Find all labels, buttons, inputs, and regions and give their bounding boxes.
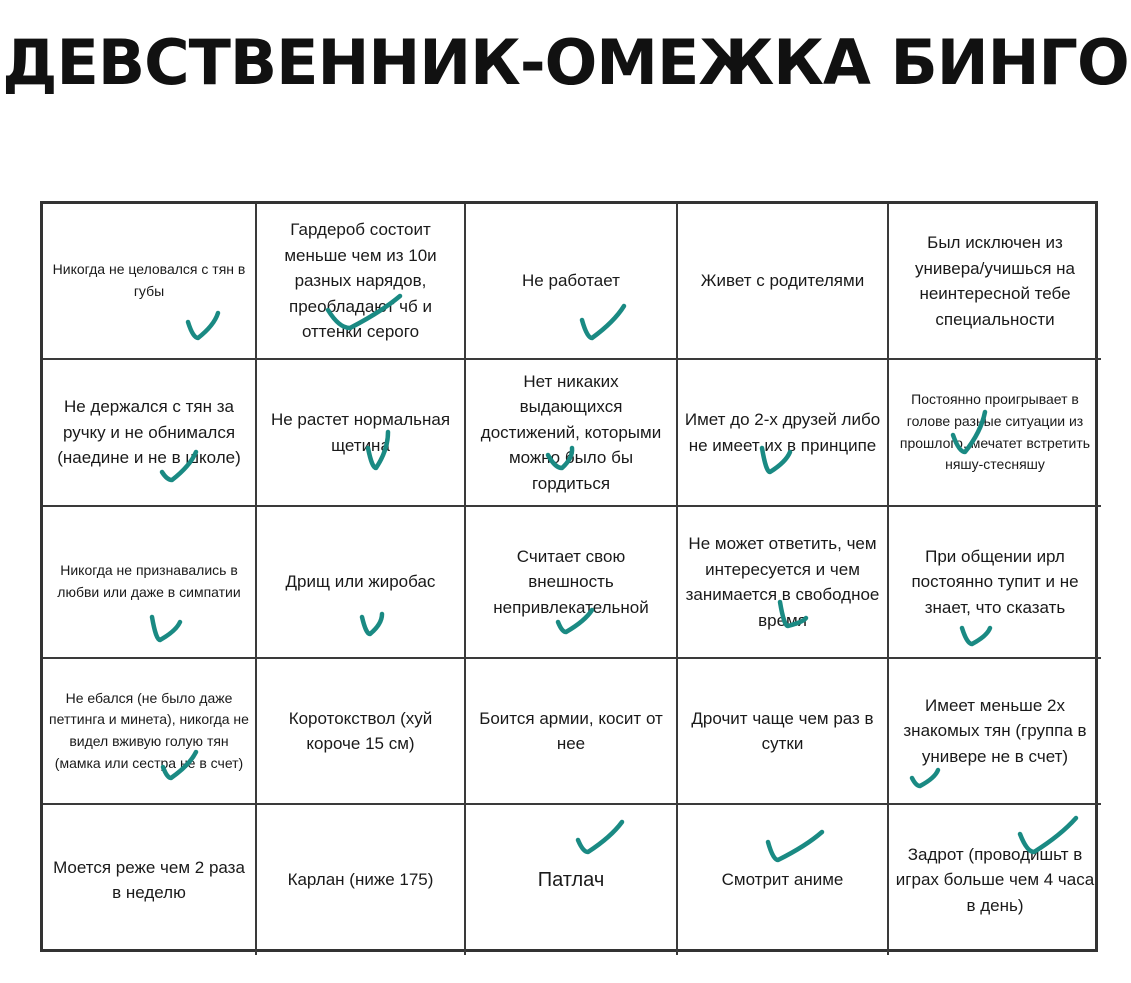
cell-text: Не держался с тян за ручку и не обнимался (наедине и не в школе) bbox=[57, 397, 241, 468]
bingo-cell bbox=[43, 659, 257, 805]
cell-text: Гардероб состоит меньше чем из 10и разных нарядов, преобладают чб и оттенки серого bbox=[284, 220, 437, 342]
bingo-cell bbox=[43, 204, 257, 360]
bingo-cell bbox=[678, 805, 889, 955]
cell-text: Нет никаких выдающихся достижений, которыми можно было бы гордиться bbox=[480, 371, 662, 493]
cell-text: Никогда не признавались в любви или даже в симпатии bbox=[57, 562, 241, 600]
bingo-cell bbox=[889, 659, 1101, 805]
cell-text: Живет с родителями bbox=[700, 271, 865, 291]
cell-text: Коротокствол (хуй короче 15 см) bbox=[288, 708, 433, 753]
cell-text: Боится армии, косит от нее bbox=[479, 708, 663, 753]
bingo-cell bbox=[889, 507, 1101, 659]
page-title: ДЕВСТВЕННИК-ОМЕЖКА БИНГО bbox=[2, 26, 1129, 99]
cell-text: Не растет нормальная щетина bbox=[270, 410, 451, 455]
bingo-cell bbox=[678, 507, 889, 659]
bingo-cell bbox=[43, 360, 257, 507]
bingo-cell bbox=[43, 805, 257, 955]
bingo-cell bbox=[257, 805, 466, 955]
bingo-cell bbox=[257, 507, 466, 659]
cell-text: Постоянно проигрывает в голове разные ситуации из прошлого, мечатет встретить няшу-стесняшу bbox=[899, 391, 1091, 473]
bingo-grid bbox=[40, 201, 1098, 952]
bingo-cell bbox=[43, 507, 257, 659]
cell-text: Не может ответить, чем интересуется и чем занимается в свободное время bbox=[685, 534, 880, 630]
bingo-cell bbox=[678, 659, 889, 805]
cell-text: Дрищ или жиробас bbox=[285, 572, 436, 592]
bingo-cell bbox=[466, 204, 678, 360]
cell-text: Моется реже чем 2 раза в неделю bbox=[53, 857, 245, 902]
bingo-cell bbox=[257, 360, 466, 507]
bingo-cell bbox=[889, 805, 1101, 955]
cell-text: Смотрит аниме bbox=[721, 870, 844, 890]
cell-text: Никогда не целовался с тян в губы bbox=[52, 261, 246, 299]
cell-text: Был исключен из универа/учишься на неинтересной тебе специальности bbox=[915, 233, 1075, 329]
bingo-cell bbox=[466, 360, 678, 507]
cell-text: Дрочит чаще чем раз в сутки bbox=[691, 708, 874, 753]
bingo-cell bbox=[257, 204, 466, 360]
cell-text: Считает свою внешность непривлекательной bbox=[493, 546, 649, 617]
bingo-cell bbox=[678, 360, 889, 507]
cell-text: При общении ирл постоянно тупит и не знает, что сказать bbox=[911, 546, 1079, 617]
cell-text: Не работает bbox=[522, 271, 620, 291]
bingo-cell bbox=[466, 805, 678, 955]
cell-text: Патлач bbox=[537, 869, 605, 891]
cell-text: Не ебался (не было даже петтинга и минета), никогда не видел вживую голую тян (мамка или сестра не в счет) bbox=[49, 689, 249, 771]
bingo-cell bbox=[466, 507, 678, 659]
cell-text: Имеет меньше 2х знакомых тян (группа в универе не в счет) bbox=[903, 695, 1087, 766]
bingo-cell bbox=[466, 659, 678, 805]
cell-text: Карлан (ниже 175) bbox=[287, 870, 434, 890]
cell-text: Задрот (проводишьт в играх больше чем 4 часа в день) bbox=[895, 844, 1095, 915]
bingo-cell bbox=[678, 204, 889, 360]
cell-text: Имет до 2-х друзей либо не имеет их в принципе bbox=[684, 410, 881, 455]
bingo-cell bbox=[257, 659, 466, 805]
bingo-cell bbox=[889, 204, 1101, 360]
bingo-cell bbox=[889, 360, 1101, 507]
